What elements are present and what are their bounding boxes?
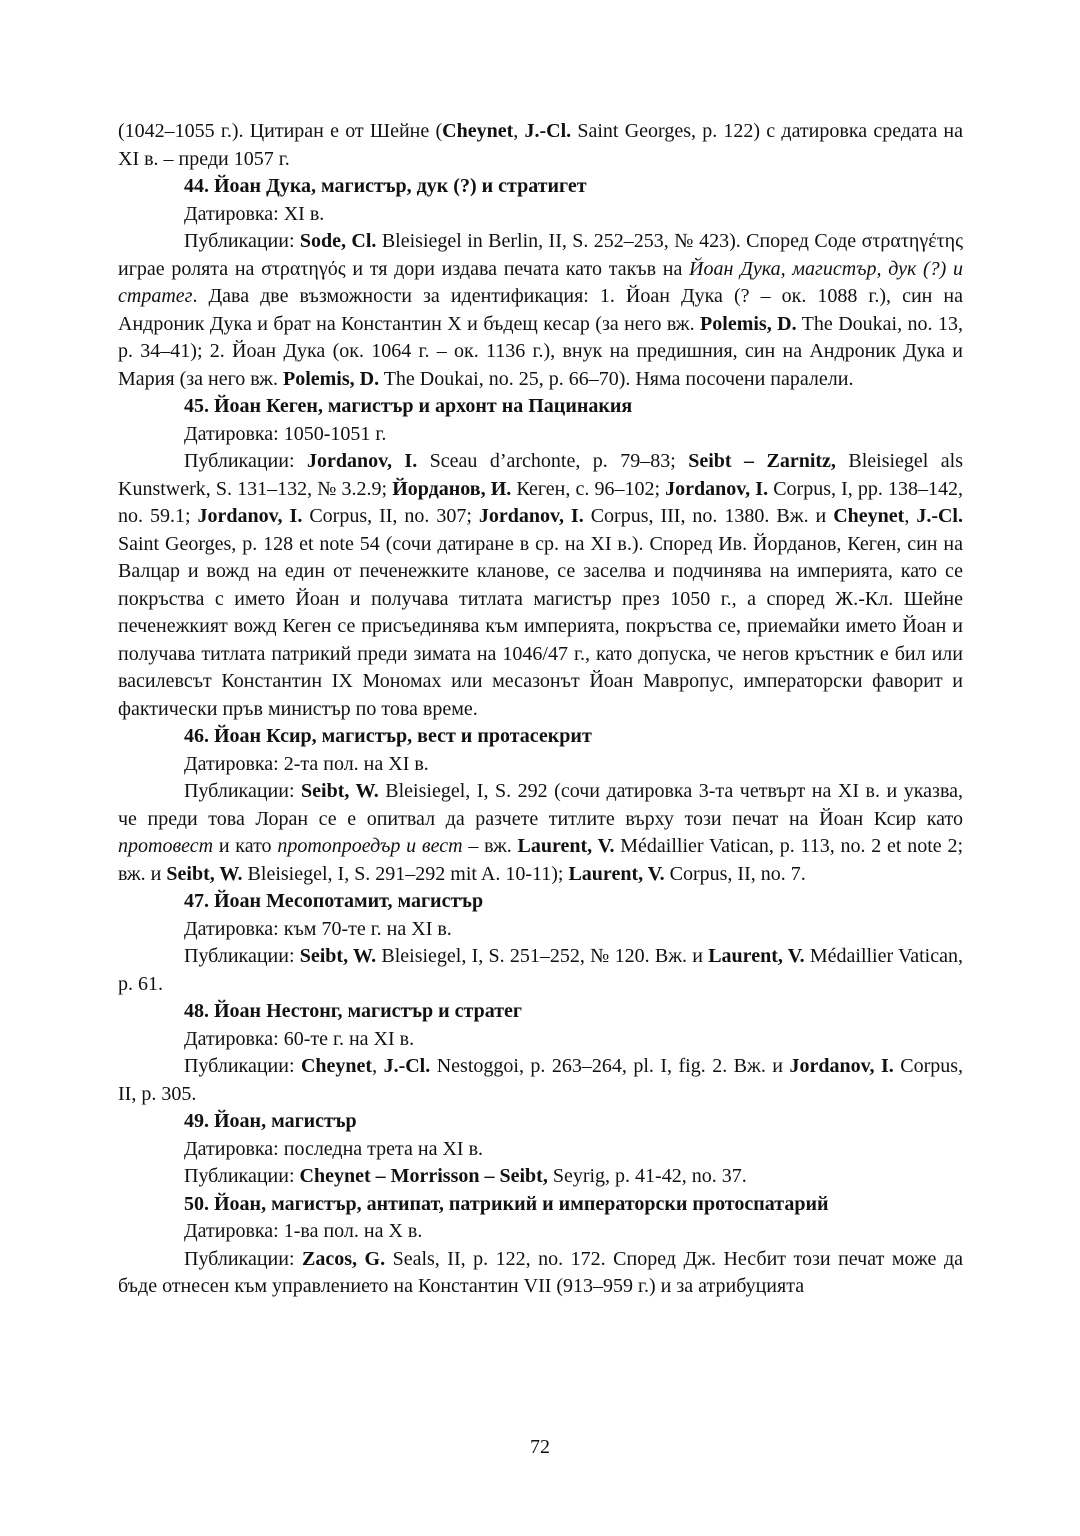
citation-author: Cheynet <box>833 505 905 527</box>
text-run: Публикации: <box>184 230 300 252</box>
text-run: Corpus, III, no. 1380. Вж. и <box>583 505 834 527</box>
text-run: Seals, II, p. 122, no. 172. Според Дж. Несбит този печат може да бъде отнесен към управлението на Константин VII (913–959 г.) и за атрибуцията <box>118 1247 963 1297</box>
text-run: Публикации: <box>184 1165 300 1187</box>
text-run: Corpus, I, pp. 138–142, no. 59.1; <box>118 477 963 527</box>
entry-45 <box>118 393 963 723</box>
citation-author: Zacos, G. <box>302 1247 386 1270</box>
text-run: Bleisiegel, I, S. 251–252, № 120. Вж. и <box>376 945 709 967</box>
text-run: Corpus, II, no. 307; <box>302 505 479 527</box>
entry-heading: 46. Йоан Ксир, магистър, вест и протасекрит <box>184 725 592 747</box>
text-run: Seyrig, p. 41-42, no. 37. <box>547 1165 747 1187</box>
citation-author: Polemis, D. <box>700 312 797 335</box>
entry-dating: Датировка: 1050-1051 г. <box>184 422 387 445</box>
entry-publications <box>118 1163 963 1191</box>
entry-dating: Датировка: към 70-те г. на XI в. <box>184 917 452 940</box>
text-run: – вж. <box>462 835 518 857</box>
entry-publications <box>118 1053 963 1108</box>
citation-author: Jordanov, I. <box>789 1055 894 1077</box>
text-run: , <box>904 505 917 527</box>
emphasis-text: протопроедър и вест <box>277 835 463 857</box>
citation-author: Polemis, D. <box>282 367 380 390</box>
citation-author: Jordanov, I. <box>478 505 584 527</box>
entry-49 <box>118 1108 963 1191</box>
text-run: Sceau d’archonte, p. 79–83; <box>417 450 689 472</box>
text-run: The Doukai, no. 25, p. 66–70). Няма посочени паралели. <box>379 367 854 390</box>
text-run: Bleisiegel, I, S. 291–292 mit A. 10-11); <box>242 862 569 885</box>
citation-author: Seibt, W. <box>166 862 243 885</box>
text-run: Corpus, II, p. 305. <box>118 1055 964 1105</box>
citation-author: Йорданов, И. <box>392 477 512 500</box>
text-run: Bleisiegel als Kunstwerk, S. 131–132, № 3.2.9; <box>118 450 964 500</box>
citation-author: J.-Cl. <box>916 505 963 527</box>
citation-author: J.-Cl. <box>524 120 572 142</box>
entry-publications <box>118 943 963 998</box>
citation-author: Seibt – Zarnitz, <box>688 450 836 472</box>
text-run: Публикации: <box>184 1055 301 1077</box>
entry-heading: 50. Йоан, магистър, антипат, патрикий и императорски протоспатарий <box>184 1192 829 1215</box>
citation-author: Cheynet – Morrisson – Seibt, <box>299 1165 548 1187</box>
citation-author: Laurent, V. <box>517 835 615 857</box>
text-run: Публикации: <box>184 450 307 472</box>
text-run: играе ролята на <box>118 257 262 280</box>
entry-publications <box>118 1246 963 1301</box>
entry-dating: Датировка: 1-ва пол. на X в. <box>184 1220 423 1242</box>
text-run: στρατηγέτης <box>861 230 964 252</box>
text-run: Médaillier Vatican, p. 113, no. 2 et note 2; вж. и <box>118 835 963 885</box>
entry-publications <box>118 448 963 723</box>
text-run: Médaillier Vatican, p. 61. <box>118 945 963 995</box>
text-run: Nestoggoi, p. 263–264, pl. I, fig. 2. Вж. и <box>430 1055 790 1077</box>
citation-author: Seibt, W. <box>301 780 379 802</box>
citation-author: J.-Cl. <box>383 1055 431 1077</box>
entry-44 <box>118 173 963 393</box>
text-run: , <box>513 120 525 142</box>
citation-author: Sode, Cl. <box>299 230 377 252</box>
text-run: Публикации: <box>184 780 302 802</box>
entry-publications <box>118 778 963 888</box>
text-run: Saint Georges, p. 122) с датировка средата на XI в. – преди 1057 г. <box>118 120 964 170</box>
text-run: , <box>372 1055 384 1077</box>
text-run: (1042–1055 г.). Цитиран е от Шейне ( <box>118 120 443 142</box>
emphasis-text: протовест <box>118 835 214 857</box>
text-run: Corpus, II, no. 7. <box>664 862 806 885</box>
citation-author: Laurent, V. <box>568 862 665 885</box>
entry-heading: 44. Йоан Дука, магистър, дук (?) и стратигет <box>184 175 587 197</box>
emphasis-text: Йоан Дука, магистър, дук (?) и стратег <box>118 257 964 307</box>
entry-heading: 49. Йоан, магистър <box>184 1110 357 1132</box>
document-body <box>118 118 963 1301</box>
entry-heading: 48. Йоан Нестонг, магистър и стратег <box>184 1000 522 1022</box>
citation-author: Jordanov, I. <box>665 477 769 500</box>
citation-author: Jordanov, I. <box>197 505 303 527</box>
text-run: и тя дори издава печата като такъв на <box>345 257 690 280</box>
text-run: Публикации: <box>184 945 300 967</box>
text-run: . Дава две възможности за идентификация: 1. Йоан Дука (? – ок. 1088 г.), син на Андроник Дука и брат на Константин X и бъдещ кесар (за него вж. <box>118 285 963 335</box>
citation-author: Jordanov, I. <box>306 450 418 472</box>
text-run: Saint Georges, p. 128 et note 54 (сочи датиране в ср. на XI в.). Според Ив. Йорданов, Кеген, син на Валцар и вожд на един от печенежките кланове, се заселва и подчинява на империята, като се покръства с името Йоан и получава титлата магистър през 1050 г., а според Ж.-Кл. Шейне печенежкият вожд Кеген се присъединява към империята, покръства се, приемайки името Йоан и получава титлата патрикий преди зимата на 1046/47 г., като допуска, че негов кръстник е бил или василевсът Константин IX Мономах или месазонът Йоан Мавропус, императорски фаворит и фактически пръв министър по това време. <box>118 532 963 720</box>
intro-paragraph <box>118 118 963 173</box>
entry-dating: Датировка: 60-те г. на XI в. <box>184 1027 415 1050</box>
citation-author: Cheynet <box>442 120 514 142</box>
entry-heading: 45. Йоан Кеген, магистър и архонт на Пацинакия <box>184 395 633 417</box>
entry-heading: 47. Йоан Месопотамит, магистър <box>184 890 484 912</box>
text-run: στρατηγός <box>261 257 346 280</box>
text-run: Bleisiegel, I, S. 292 (сочи датировка 3-та четвърт на XI в. и указва, че преди това Лоран се е опитвал да разчете титлите върху този печат на Йоан Ксир като <box>118 780 964 830</box>
page-number: 72 <box>530 1436 550 1458</box>
entry-46 <box>118 723 963 888</box>
text-run: Публикации: <box>184 1247 303 1270</box>
entry-dating: Датировка: последна трета на XI в. <box>184 1137 484 1160</box>
entry-dating: Датировка: 2-та пол. на XI в. <box>184 752 429 775</box>
entry-48 <box>118 998 963 1108</box>
entry-50 <box>118 1191 963 1301</box>
citation-author: Cheynet <box>300 1055 373 1077</box>
text-run: и като <box>213 835 278 857</box>
entry-publications <box>118 228 963 393</box>
entry-47 <box>118 888 963 998</box>
citation-author: Seibt, W. <box>299 945 377 967</box>
text-run: Bleisiegel in Berlin, II, S. 252–253, № 423). Според Соде <box>376 230 862 252</box>
entry-dating: Датировка: XI в. <box>184 202 325 225</box>
citation-author: Laurent, V. <box>708 945 805 967</box>
text-run: Кеген, с. 96–102; <box>511 477 666 500</box>
text-run: The Doukai, no. 13, p. 34–41); 2. Йоан Дука (ок. 1064 г. – ок. 1136 г.), внук на предишния, син на Андроник Дука и Мария (за него вж. <box>118 312 964 390</box>
